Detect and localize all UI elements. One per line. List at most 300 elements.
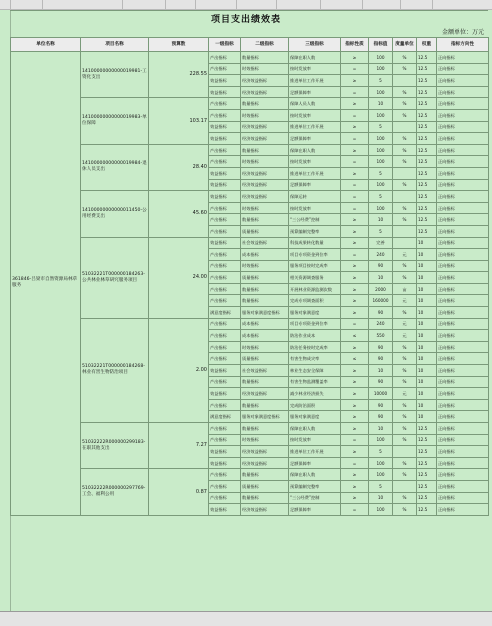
indicator-value-cell[interactable]: 100 [369, 109, 393, 121]
indicator-value-cell[interactable]: 90 [369, 307, 393, 319]
level2-indicator-cell[interactable]: 时效指标 [241, 434, 289, 446]
level1-indicator-cell[interactable]: 效益指标 [209, 167, 241, 179]
measure-unit-cell[interactable]: % [393, 214, 417, 226]
direction-cell[interactable]: 正向指标 [437, 98, 489, 110]
measure-unit-cell[interactable] [393, 225, 417, 237]
weight-cell[interactable]: 12.5 [417, 214, 437, 226]
level3-indicator-cell[interactable]: 项目专项资金到位率 [289, 318, 341, 330]
measure-unit-cell[interactable] [393, 75, 417, 87]
direction-cell[interactable]: 正向指标 [437, 202, 489, 214]
level3-indicator-cell[interactable]: 保障在职人数 [289, 423, 341, 435]
level1-indicator-cell[interactable]: 产出指标 [209, 249, 241, 261]
weight-cell[interactable]: 12.5 [417, 75, 437, 87]
direction-cell[interactable]: 正向指标 [437, 480, 489, 492]
project-name-cell[interactable]: 14100000000000011450-公用经费支出 [81, 191, 149, 237]
measure-unit-cell[interactable]: 元 [393, 388, 417, 400]
measure-unit-cell[interactable]: % [393, 492, 417, 504]
weight-cell[interactable]: 10 [417, 307, 437, 319]
level1-indicator-cell[interactable]: 效益指标 [209, 388, 241, 400]
level1-indicator-cell[interactable]: 产出指标 [209, 202, 241, 214]
level2-indicator-cell[interactable]: 社会效益指标 [241, 237, 289, 249]
direction-cell[interactable]: 正向指标 [437, 365, 489, 377]
indicator-nature-cell[interactable]: ≥ [341, 480, 369, 492]
level3-indicator-cell[interactable]: 按时发放率 [289, 434, 341, 446]
indicator-nature-cell[interactable]: ≥ [341, 492, 369, 504]
indicator-value-cell[interactable]: 10 [369, 272, 393, 284]
indicator-nature-cell[interactable]: ≥ [341, 214, 369, 226]
direction-cell[interactable]: 正向指标 [437, 156, 489, 168]
level1-indicator-cell[interactable]: 效益指标 [209, 237, 241, 249]
direction-cell[interactable]: 正向指标 [437, 283, 489, 295]
measure-unit-cell[interactable] [393, 237, 417, 249]
level2-indicator-cell[interactable]: 经济效益指标 [241, 504, 289, 516]
indicator-nature-cell[interactable]: ≥ [341, 295, 369, 307]
level3-indicator-cell[interactable]: 按时发放率 [289, 202, 341, 214]
project-name-cell[interactable]: 14100000000000019983-单位保障 [81, 98, 149, 144]
level1-indicator-cell[interactable]: 产出指标 [209, 52, 241, 64]
weight-cell[interactable]: 10 [417, 399, 437, 411]
direction-cell[interactable]: 正向指标 [437, 225, 489, 237]
measure-unit-cell[interactable]: 元 [393, 318, 417, 330]
level1-indicator-cell[interactable]: 产出指标 [209, 109, 241, 121]
weight-cell[interactable]: 12.5 [417, 434, 437, 446]
weight-cell[interactable]: 12.5 [417, 191, 437, 203]
level2-indicator-cell[interactable]: 数量指标 [241, 492, 289, 504]
level1-indicator-cell[interactable]: 效益指标 [209, 121, 241, 133]
weight-cell[interactable]: 10 [417, 353, 437, 365]
level3-indicator-cell[interactable]: 有害生物成灾率 [289, 353, 341, 365]
indicator-nature-cell[interactable]: ≥ [341, 260, 369, 272]
budget-amount-cell[interactable]: 24.00 [149, 237, 209, 318]
indicator-nature-cell[interactable]: = [341, 202, 369, 214]
budget-amount-cell[interactable]: 7.27 [149, 423, 209, 469]
level3-indicator-cell[interactable]: 保障在职人数 [289, 469, 341, 481]
indicator-value-cell[interactable]: 5 [369, 121, 393, 133]
direction-cell[interactable]: 正向指标 [437, 457, 489, 469]
level1-indicator-cell[interactable]: 产出指标 [209, 353, 241, 365]
indicator-nature-cell[interactable]: ≥ [341, 411, 369, 423]
level3-indicator-cell[interactable]: 减少林业经济损失 [289, 388, 341, 400]
indicator-value-cell[interactable]: 5 [369, 480, 393, 492]
measure-unit-cell[interactable] [393, 480, 417, 492]
indicator-value-cell[interactable]: 100 [369, 179, 393, 191]
level1-indicator-cell[interactable]: 产出指标 [209, 423, 241, 435]
indicator-value-cell[interactable]: 100 [369, 144, 393, 156]
direction-cell[interactable]: 正向指标 [437, 63, 489, 75]
direction-cell[interactable]: 正向指标 [437, 353, 489, 365]
direction-cell[interactable]: 正向指标 [437, 191, 489, 203]
level3-indicator-cell[interactable]: 足额保障率 [289, 179, 341, 191]
indicator-value-cell[interactable]: 100 [369, 434, 393, 446]
sheet-tab-bar[interactable] [0, 611, 492, 626]
weight-cell[interactable]: 12.5 [417, 121, 437, 133]
indicator-value-cell[interactable]: 90 [369, 260, 393, 272]
level2-indicator-cell[interactable]: 时效指标 [241, 109, 289, 121]
weight-cell[interactable]: 10 [417, 249, 437, 261]
level1-indicator-cell[interactable]: 产出指标 [209, 330, 241, 342]
direction-cell[interactable]: 正向指标 [437, 446, 489, 458]
level3-indicator-cell[interactable]: “三公经费”控制 [289, 214, 341, 226]
indicator-nature-cell[interactable]: = [341, 156, 369, 168]
level1-indicator-cell[interactable]: 效益指标 [209, 179, 241, 191]
weight-cell[interactable]: 10 [417, 330, 437, 342]
indicator-nature-cell[interactable]: ≥ [341, 52, 369, 64]
indicator-value-cell[interactable]: 10 [369, 423, 393, 435]
measure-unit-cell[interactable]: % [393, 411, 417, 423]
level2-indicator-cell[interactable]: 服务对象满意度指标 [241, 411, 289, 423]
level3-indicator-cell[interactable]: 按时发放率 [289, 156, 341, 168]
level3-indicator-cell[interactable]: 开展林业资源监测次数 [289, 283, 341, 295]
level1-indicator-cell[interactable]: 效益指标 [209, 365, 241, 377]
indicator-value-cell[interactable]: 10 [369, 365, 393, 377]
project-name-cell[interactable]: 51032222R000000297769-工会、福利公用 [81, 469, 149, 515]
direction-cell[interactable]: 正向指标 [437, 167, 489, 179]
indicator-nature-cell[interactable]: = [341, 434, 369, 446]
level3-indicator-cell[interactable]: 足额保障率 [289, 504, 341, 516]
level3-indicator-cell[interactable]: 防治作业成本 [289, 330, 341, 342]
level1-indicator-cell[interactable]: 产出指标 [209, 492, 241, 504]
weight-cell[interactable]: 12.5 [417, 504, 437, 516]
indicator-value-cell[interactable]: 10 [369, 492, 393, 504]
indicator-value-cell[interactable]: 完善 [369, 237, 393, 249]
indicator-nature-cell[interactable]: ≥ [341, 98, 369, 110]
direction-cell[interactable]: 正向指标 [437, 504, 489, 516]
level2-indicator-cell[interactable]: 数量指标 [241, 423, 289, 435]
weight-cell[interactable]: 12.5 [417, 167, 437, 179]
weight-cell[interactable]: 10 [417, 295, 437, 307]
indicator-value-cell[interactable]: 90 [369, 376, 393, 388]
weight-cell[interactable]: 12.5 [417, 156, 437, 168]
measure-unit-cell[interactable]: % [393, 399, 417, 411]
weight-cell[interactable]: 12.5 [417, 98, 437, 110]
budget-amount-cell[interactable]: 228.55 [149, 52, 209, 98]
weight-cell[interactable]: 12.5 [417, 133, 437, 145]
indicator-value-cell[interactable]: 5 [369, 191, 393, 203]
budget-amount-cell[interactable]: 103.17 [149, 98, 209, 144]
level2-indicator-cell[interactable]: 经济效益指标 [241, 388, 289, 400]
indicator-nature-cell[interactable]: ≥ [341, 341, 369, 353]
budget-amount-cell[interactable]: 28.40 [149, 144, 209, 190]
level3-indicator-cell[interactable]: 保障在职人数 [289, 144, 341, 156]
level2-indicator-cell[interactable]: 数量指标 [241, 214, 289, 226]
level3-indicator-cell[interactable]: 服务项目按时完成率 [289, 260, 341, 272]
level3-indicator-cell[interactable]: 有害生物监测覆盖率 [289, 376, 341, 388]
indicator-value-cell[interactable]: 100 [369, 457, 393, 469]
measure-unit-cell[interactable]: % [393, 63, 417, 75]
level1-indicator-cell[interactable]: 产出指标 [209, 144, 241, 156]
direction-cell[interactable]: 正向指标 [437, 399, 489, 411]
level3-indicator-cell[interactable]: 保障在职人数 [289, 52, 341, 64]
indicator-nature-cell[interactable]: = [341, 318, 369, 330]
level2-indicator-cell[interactable]: 质量指标 [241, 272, 289, 284]
level1-indicator-cell[interactable]: 效益指标 [209, 504, 241, 516]
indicator-value-cell[interactable]: 160000 [369, 295, 393, 307]
weight-cell[interactable]: 10 [417, 411, 437, 423]
level2-indicator-cell[interactable]: 经济效益指标 [241, 121, 289, 133]
level3-indicator-cell[interactable]: 推进单位工作开展 [289, 121, 341, 133]
indicator-nature-cell[interactable]: = [341, 179, 369, 191]
weight-cell[interactable]: 10 [417, 365, 437, 377]
level3-indicator-cell[interactable]: “三公经费”控制 [289, 492, 341, 504]
direction-cell[interactable]: 正向指标 [437, 341, 489, 353]
level2-indicator-cell[interactable]: 数量指标 [241, 283, 289, 295]
level2-indicator-cell[interactable]: 时效指标 [241, 63, 289, 75]
indicator-value-cell[interactable]: 5 [369, 167, 393, 179]
level3-indicator-cell[interactable]: 防治任务按时完成率 [289, 341, 341, 353]
indicator-nature-cell[interactable]: ≥ [341, 399, 369, 411]
indicator-value-cell[interactable]: 10 [369, 98, 393, 110]
indicator-nature-cell[interactable]: ≥ [341, 446, 369, 458]
measure-unit-cell[interactable]: 元 [393, 330, 417, 342]
direction-cell[interactable]: 正向指标 [437, 121, 489, 133]
level1-indicator-cell[interactable]: 产出指标 [209, 272, 241, 284]
direction-cell[interactable]: 正向指标 [437, 144, 489, 156]
indicator-nature-cell[interactable]: ≤ [341, 353, 369, 365]
weight-cell[interactable]: 12.5 [417, 202, 437, 214]
indicator-value-cell[interactable]: 240 [369, 249, 393, 261]
level2-indicator-cell[interactable]: 数量指标 [241, 469, 289, 481]
measure-unit-cell[interactable]: % [393, 156, 417, 168]
level3-indicator-cell[interactable]: 推进单位工作开展 [289, 167, 341, 179]
level2-indicator-cell[interactable]: 质量指标 [241, 225, 289, 237]
level3-indicator-cell[interactable]: 服务对象满意度 [289, 307, 341, 319]
level1-indicator-cell[interactable]: 产出指标 [209, 156, 241, 168]
weight-cell[interactable]: 10 [417, 318, 437, 330]
measure-unit-cell[interactable] [393, 191, 417, 203]
indicator-nature-cell[interactable]: ≥ [341, 388, 369, 400]
indicator-value-cell[interactable]: 100 [369, 133, 393, 145]
level3-indicator-cell[interactable]: 推进单位工作开展 [289, 75, 341, 87]
budget-amount-cell[interactable]: 45.60 [149, 191, 209, 237]
project-name-cell[interactable]: 51032222R000000299183-在职其他支出 [81, 423, 149, 469]
direction-cell[interactable]: 正向指标 [437, 109, 489, 121]
indicator-nature-cell[interactable]: ≥ [341, 423, 369, 435]
direction-cell[interactable]: 正向指标 [437, 295, 489, 307]
direction-cell[interactable]: 正向指标 [437, 307, 489, 319]
level1-indicator-cell[interactable]: 产出指标 [209, 318, 241, 330]
level1-indicator-cell[interactable]: 产出指标 [209, 480, 241, 492]
budget-amount-cell[interactable]: 2.00 [149, 318, 209, 422]
indicator-nature-cell[interactable]: ≥ [341, 167, 369, 179]
direction-cell[interactable]: 正向指标 [437, 237, 489, 249]
direction-cell[interactable]: 正向指标 [437, 260, 489, 272]
level1-indicator-cell[interactable]: 产出指标 [209, 469, 241, 481]
indicator-value-cell[interactable]: 100 [369, 202, 393, 214]
direction-cell[interactable]: 正向指标 [437, 434, 489, 446]
measure-unit-cell[interactable]: % [393, 144, 417, 156]
level1-indicator-cell[interactable]: 产出指标 [209, 295, 241, 307]
direction-cell[interactable]: 正向指标 [437, 318, 489, 330]
measure-unit-cell[interactable]: % [393, 353, 417, 365]
weight-cell[interactable]: 10 [417, 237, 437, 249]
level3-indicator-cell[interactable]: 按时发放率 [289, 63, 341, 75]
level2-indicator-cell[interactable]: 经济效益指标 [241, 457, 289, 469]
level1-indicator-cell[interactable]: 产出指标 [209, 63, 241, 75]
level1-indicator-cell[interactable]: 效益指标 [209, 86, 241, 98]
indicator-value-cell[interactable]: 100 [369, 63, 393, 75]
indicator-value-cell[interactable]: 100 [369, 86, 393, 98]
level3-indicator-cell[interactable]: 足额保障率 [289, 457, 341, 469]
measure-unit-cell[interactable]: % [393, 434, 417, 446]
measure-unit-cell[interactable]: % [393, 376, 417, 388]
measure-unit-cell[interactable]: % [393, 457, 417, 469]
measure-unit-cell[interactable]: % [393, 179, 417, 191]
indicator-nature-cell[interactable]: ≥ [341, 376, 369, 388]
indicator-nature-cell[interactable]: = [341, 86, 369, 98]
measure-unit-cell[interactable]: % [393, 307, 417, 319]
level2-indicator-cell[interactable]: 经济效益指标 [241, 86, 289, 98]
level1-indicator-cell[interactable]: 满意度指标 [209, 307, 241, 319]
level1-indicator-cell[interactable]: 效益指标 [209, 191, 241, 203]
level1-indicator-cell[interactable]: 产出指标 [209, 98, 241, 110]
level3-indicator-cell[interactable]: 保障人员人数 [289, 98, 341, 110]
level2-indicator-cell[interactable]: 成本指标 [241, 249, 289, 261]
indicator-nature-cell[interactable]: ≥ [341, 75, 369, 87]
level1-indicator-cell[interactable]: 产出指标 [209, 225, 241, 237]
direction-cell[interactable]: 正向指标 [437, 469, 489, 481]
level2-indicator-cell[interactable]: 经济效益指标 [241, 75, 289, 87]
indicator-value-cell[interactable]: 100 [369, 504, 393, 516]
indicator-value-cell[interactable]: 100 [369, 52, 393, 64]
level1-indicator-cell[interactable]: 产出指标 [209, 260, 241, 272]
level2-indicator-cell[interactable]: 服务对象满意度指标 [241, 307, 289, 319]
level2-indicator-cell[interactable]: 时效指标 [241, 341, 289, 353]
weight-cell[interactable]: 12.5 [417, 63, 437, 75]
indicator-nature-cell[interactable]: ≥ [341, 121, 369, 133]
measure-unit-cell[interactable]: % [393, 341, 417, 353]
level2-indicator-cell[interactable]: 数量指标 [241, 399, 289, 411]
level3-indicator-cell[interactable]: 完成专项调查面积 [289, 295, 341, 307]
level3-indicator-cell[interactable]: 相关资源调查服务 [289, 272, 341, 284]
weight-cell[interactable]: 12.5 [417, 86, 437, 98]
weight-cell[interactable]: 10 [417, 260, 437, 272]
level2-indicator-cell[interactable]: 成本指标 [241, 318, 289, 330]
level2-indicator-cell[interactable]: 成本指标 [241, 330, 289, 342]
weight-cell[interactable]: 12.5 [417, 446, 437, 458]
level3-indicator-cell[interactable]: 推进单位工作开展 [289, 446, 341, 458]
level2-indicator-cell[interactable]: 质量指标 [241, 353, 289, 365]
indicator-nature-cell[interactable]: ≥ [341, 469, 369, 481]
level2-indicator-cell[interactable]: 数量指标 [241, 295, 289, 307]
level3-indicator-cell[interactable]: 项目专项资金到位率 [289, 249, 341, 261]
indicator-value-cell[interactable]: 90 [369, 399, 393, 411]
indicator-value-cell[interactable]: 90 [369, 353, 393, 365]
measure-unit-cell[interactable] [393, 446, 417, 458]
weight-cell[interactable]: 12.5 [417, 492, 437, 504]
indicator-nature-cell[interactable]: = [341, 504, 369, 516]
indicator-value-cell[interactable]: 2000 [369, 283, 393, 295]
level2-indicator-cell[interactable]: 经济效益指标 [241, 179, 289, 191]
weight-cell[interactable]: 12.5 [417, 52, 437, 64]
budget-amount-cell[interactable]: 0.87 [149, 469, 209, 515]
level3-indicator-cell[interactable]: 预算编制完整率 [289, 480, 341, 492]
level3-indicator-cell[interactable]: 林业生态安全保障 [289, 365, 341, 377]
level2-indicator-cell[interactable]: 经济效益指标 [241, 446, 289, 458]
measure-unit-cell[interactable]: % [393, 202, 417, 214]
level3-indicator-cell[interactable]: 完成防治面积 [289, 399, 341, 411]
measure-unit-cell[interactable]: % [393, 365, 417, 377]
measure-unit-cell[interactable]: % [393, 423, 417, 435]
level1-indicator-cell[interactable]: 效益指标 [209, 457, 241, 469]
level3-indicator-cell[interactable]: 足额保障率 [289, 133, 341, 145]
indicator-nature-cell[interactable]: ≤ [341, 330, 369, 342]
measure-unit-cell[interactable]: % [393, 109, 417, 121]
indicator-value-cell[interactable]: 90 [369, 341, 393, 353]
weight-cell[interactable]: 12.5 [417, 144, 437, 156]
level3-indicator-cell[interactable]: 保障运转 [289, 191, 341, 203]
indicator-value-cell[interactable]: 10000 [369, 388, 393, 400]
indicator-value-cell[interactable]: 10 [369, 214, 393, 226]
level1-indicator-cell[interactable]: 满意度指标 [209, 411, 241, 423]
level2-indicator-cell[interactable]: 数量指标 [241, 98, 289, 110]
direction-cell[interactable]: 正向指标 [437, 272, 489, 284]
weight-cell[interactable]: 12.5 [417, 423, 437, 435]
indicator-nature-cell[interactable]: = [341, 63, 369, 75]
project-name-cell[interactable]: 51032221T000000184268-林业有害生物防治项目 [81, 318, 149, 422]
level3-indicator-cell[interactable]: 预算编制完整率 [289, 225, 341, 237]
measure-unit-cell[interactable]: % [393, 133, 417, 145]
indicator-value-cell[interactable]: 5 [369, 225, 393, 237]
weight-cell[interactable]: 10 [417, 376, 437, 388]
level3-indicator-cell[interactable]: 足额保障率 [289, 86, 341, 98]
level1-indicator-cell[interactable]: 产出指标 [209, 376, 241, 388]
level1-indicator-cell[interactable]: 产出指标 [209, 214, 241, 226]
indicator-nature-cell[interactable]: = [341, 457, 369, 469]
level2-indicator-cell[interactable]: 时效指标 [241, 260, 289, 272]
indicator-nature-cell[interactable]: ≥ [341, 283, 369, 295]
level1-indicator-cell[interactable]: 产出指标 [209, 341, 241, 353]
direction-cell[interactable]: 正向指标 [437, 388, 489, 400]
project-name-cell[interactable]: 14100000000000019984-退休人员支出 [81, 144, 149, 190]
indicator-value-cell[interactable]: 5 [369, 75, 393, 87]
weight-cell[interactable]: 10 [417, 272, 437, 284]
level2-indicator-cell[interactable]: 经济效益指标 [241, 133, 289, 145]
level2-indicator-cell[interactable]: 社会效益指标 [241, 365, 289, 377]
measure-unit-cell[interactable]: 元 [393, 249, 417, 261]
indicator-nature-cell[interactable]: ≥ [341, 225, 369, 237]
measure-unit-cell[interactable]: % [393, 260, 417, 272]
weight-cell[interactable]: 10 [417, 341, 437, 353]
measure-unit-cell[interactable]: 元 [393, 295, 417, 307]
measure-unit-cell[interactable]: % [393, 272, 417, 284]
level1-indicator-cell[interactable]: 效益指标 [209, 446, 241, 458]
weight-cell[interactable]: 10 [417, 388, 437, 400]
measure-unit-cell[interactable]: 亩 [393, 283, 417, 295]
level2-indicator-cell[interactable]: 经济效益指标 [241, 167, 289, 179]
weight-cell[interactable]: 12.5 [417, 109, 437, 121]
level2-indicator-cell[interactable]: 数量指标 [241, 376, 289, 388]
direction-cell[interactable]: 正向指标 [437, 133, 489, 145]
level1-indicator-cell[interactable]: 产出指标 [209, 399, 241, 411]
indicator-nature-cell[interactable]: ≥ [341, 307, 369, 319]
measure-unit-cell[interactable] [393, 167, 417, 179]
direction-cell[interactable]: 正向指标 [437, 86, 489, 98]
measure-unit-cell[interactable]: % [393, 98, 417, 110]
level2-indicator-cell[interactable]: 数量指标 [241, 52, 289, 64]
weight-cell[interactable]: 12.5 [417, 225, 437, 237]
measure-unit-cell[interactable]: % [393, 469, 417, 481]
level2-indicator-cell[interactable]: 质量指标 [241, 480, 289, 492]
measure-unit-cell[interactable]: % [393, 52, 417, 64]
direction-cell[interactable]: 正向指标 [437, 75, 489, 87]
measure-unit-cell[interactable]: % [393, 504, 417, 516]
direction-cell[interactable]: 正向指标 [437, 423, 489, 435]
direction-cell[interactable]: 正向指标 [437, 411, 489, 423]
level1-indicator-cell[interactable]: 效益指标 [209, 133, 241, 145]
direction-cell[interactable]: 正向指标 [437, 492, 489, 504]
indicator-nature-cell[interactable]: ≥ [341, 237, 369, 249]
level3-indicator-cell[interactable]: 按时发放率 [289, 109, 341, 121]
